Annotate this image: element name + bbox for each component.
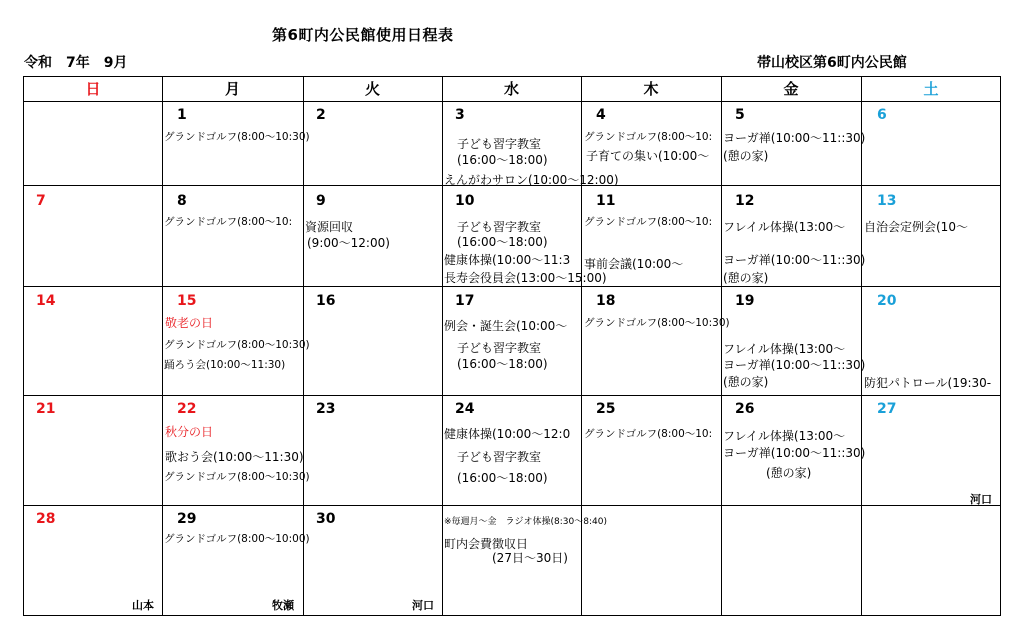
year-month: 令和 7年 9月 xyxy=(24,55,128,71)
event: 長寿会役員会(13:00～15:00) xyxy=(444,271,607,285)
event: (16:00～18:00) xyxy=(457,357,548,371)
event: グランドゴルフ(8:00～10: xyxy=(164,216,293,228)
grid-line xyxy=(24,286,1000,287)
signature: 河口 xyxy=(412,599,434,612)
day-number: 24 xyxy=(455,401,475,417)
grid-line xyxy=(24,101,1000,102)
day-number: 7 xyxy=(36,193,46,209)
day-number: 13 xyxy=(877,193,897,209)
event: グランドゴルフ(8:00～10:30) xyxy=(584,317,730,329)
holiday-label: 秋分の日 xyxy=(165,425,214,439)
event: (憩の家) xyxy=(723,149,769,163)
day-number: 30 xyxy=(316,511,336,527)
day-number: 28 xyxy=(36,511,56,527)
holiday-label: 敬老の日 xyxy=(165,316,214,330)
day-number: 15 xyxy=(177,293,197,309)
day-number: 23 xyxy=(316,401,336,417)
grid-line xyxy=(162,77,163,615)
event: 資源回収 xyxy=(305,220,354,234)
day-number: 6 xyxy=(877,107,887,123)
weekday-monday: 月 xyxy=(224,80,240,98)
event: フレイル体操(13:00～ xyxy=(723,342,846,356)
day-number: 25 xyxy=(596,401,616,417)
event: フレイル体操(13:00～ xyxy=(723,220,846,234)
event: グランドゴルフ(8:00～10:30) xyxy=(164,339,310,351)
event: 子育ての集い(10:00～ xyxy=(586,149,710,163)
event: 事前会議(10:00～ xyxy=(584,257,684,271)
signature: 河口 xyxy=(970,493,992,506)
event: (16:00～18:00) xyxy=(457,471,548,485)
organization-name: 帯山校区第6町内公民館 xyxy=(757,55,907,71)
day-number: 11 xyxy=(596,193,616,209)
grid-line xyxy=(24,395,1000,396)
event: 防犯パトロール(19:30- xyxy=(864,376,992,390)
day-number: 18 xyxy=(596,293,616,309)
grid-line xyxy=(442,77,443,615)
event: ヨーガ禅(10:00～11::30) xyxy=(723,358,866,372)
day-number: 21 xyxy=(36,401,56,417)
day-number: 1 xyxy=(177,107,187,123)
grid-line xyxy=(24,505,1000,506)
day-number: 26 xyxy=(735,401,755,417)
event: 健康体操(10:00～12:0 xyxy=(444,427,571,441)
day-number: 14 xyxy=(36,293,56,309)
event: (憩の家) xyxy=(723,375,769,389)
event: グランドゴルフ(8:00～10: xyxy=(584,131,713,143)
event: 自治会定例会(10～ xyxy=(864,220,968,234)
event: 歌おう会(10:00～11:30) xyxy=(165,450,304,464)
note: ※毎週月～金 ラジオ体操(8:30～8:40) xyxy=(444,517,607,527)
grid-line xyxy=(861,77,862,615)
event: グランドゴルフ(8:00～10:30) xyxy=(164,471,310,483)
event: 子ども習字教室 xyxy=(457,220,542,234)
day-number: 9 xyxy=(316,193,326,209)
grid-line xyxy=(721,77,722,615)
weekday-sunday: 日 xyxy=(85,80,101,98)
day-number: 12 xyxy=(735,193,755,209)
schedule-title: 第6町内公民館使用日程表 xyxy=(272,26,454,44)
event: 子ども習字教室 xyxy=(457,450,542,464)
day-number: 3 xyxy=(455,107,465,123)
event: グランドゴルフ(8:00～10: xyxy=(584,216,713,228)
event: 例会・誕生会(10:00～ xyxy=(444,319,568,333)
weekday-wednesday: 水 xyxy=(503,80,519,98)
event: (憩の家) xyxy=(766,466,812,480)
day-number: 16 xyxy=(316,293,336,309)
event: 町内会費徴収日 xyxy=(444,537,529,551)
calendar-grid xyxy=(23,76,1001,616)
day-number: 2 xyxy=(316,107,326,123)
day-number: 5 xyxy=(735,107,745,123)
event: 子ども習字教室 xyxy=(457,341,542,355)
day-number: 10 xyxy=(455,193,475,209)
event: ヨーガ禅(10:00～11::30) xyxy=(723,446,866,460)
event: フレイル体操(13:00～ xyxy=(723,429,846,443)
signature: 牧瀬 xyxy=(272,599,294,612)
event: (9:00～12:00) xyxy=(307,236,390,250)
event: グランドゴルフ(8:00～10:30) xyxy=(164,131,310,143)
signature: 山本 xyxy=(132,599,154,612)
weekday-saturday: 土 xyxy=(923,80,939,98)
event: えんがわサロン(10:00～12:00) xyxy=(444,173,619,187)
weekday-friday: 金 xyxy=(783,80,799,98)
event: グランドゴルフ(8:00～10:00) xyxy=(164,533,310,545)
event: 健康体操(10:00～11:3 xyxy=(444,253,571,267)
weekday-thursday: 木 xyxy=(643,80,659,98)
day-number: 29 xyxy=(177,511,197,527)
weekday-tuesday: 火 xyxy=(364,80,380,98)
day-number: 17 xyxy=(455,293,475,309)
day-number: 19 xyxy=(735,293,755,309)
day-number: 27 xyxy=(877,401,897,417)
event: 踊ろう会(10:00～11:30) xyxy=(164,359,286,371)
day-number: 8 xyxy=(177,193,187,209)
day-number: 20 xyxy=(877,293,897,309)
event: グランドゴルフ(8:00～10: xyxy=(584,428,713,440)
event: (16:00～18:00) xyxy=(457,235,548,249)
event: (憩の家) xyxy=(723,271,769,285)
event: (16:00～18:00) xyxy=(457,153,548,167)
day-number: 22 xyxy=(177,401,197,417)
grid-line xyxy=(581,77,582,615)
event: ヨーガ禅(10:00～11::30) xyxy=(723,131,866,145)
event: (27日～30日) xyxy=(492,551,568,565)
day-number: 4 xyxy=(596,107,606,123)
event: ヨーガ禅(10:00～11::30) xyxy=(723,253,866,267)
event: 子ども習字教室 xyxy=(457,137,542,151)
